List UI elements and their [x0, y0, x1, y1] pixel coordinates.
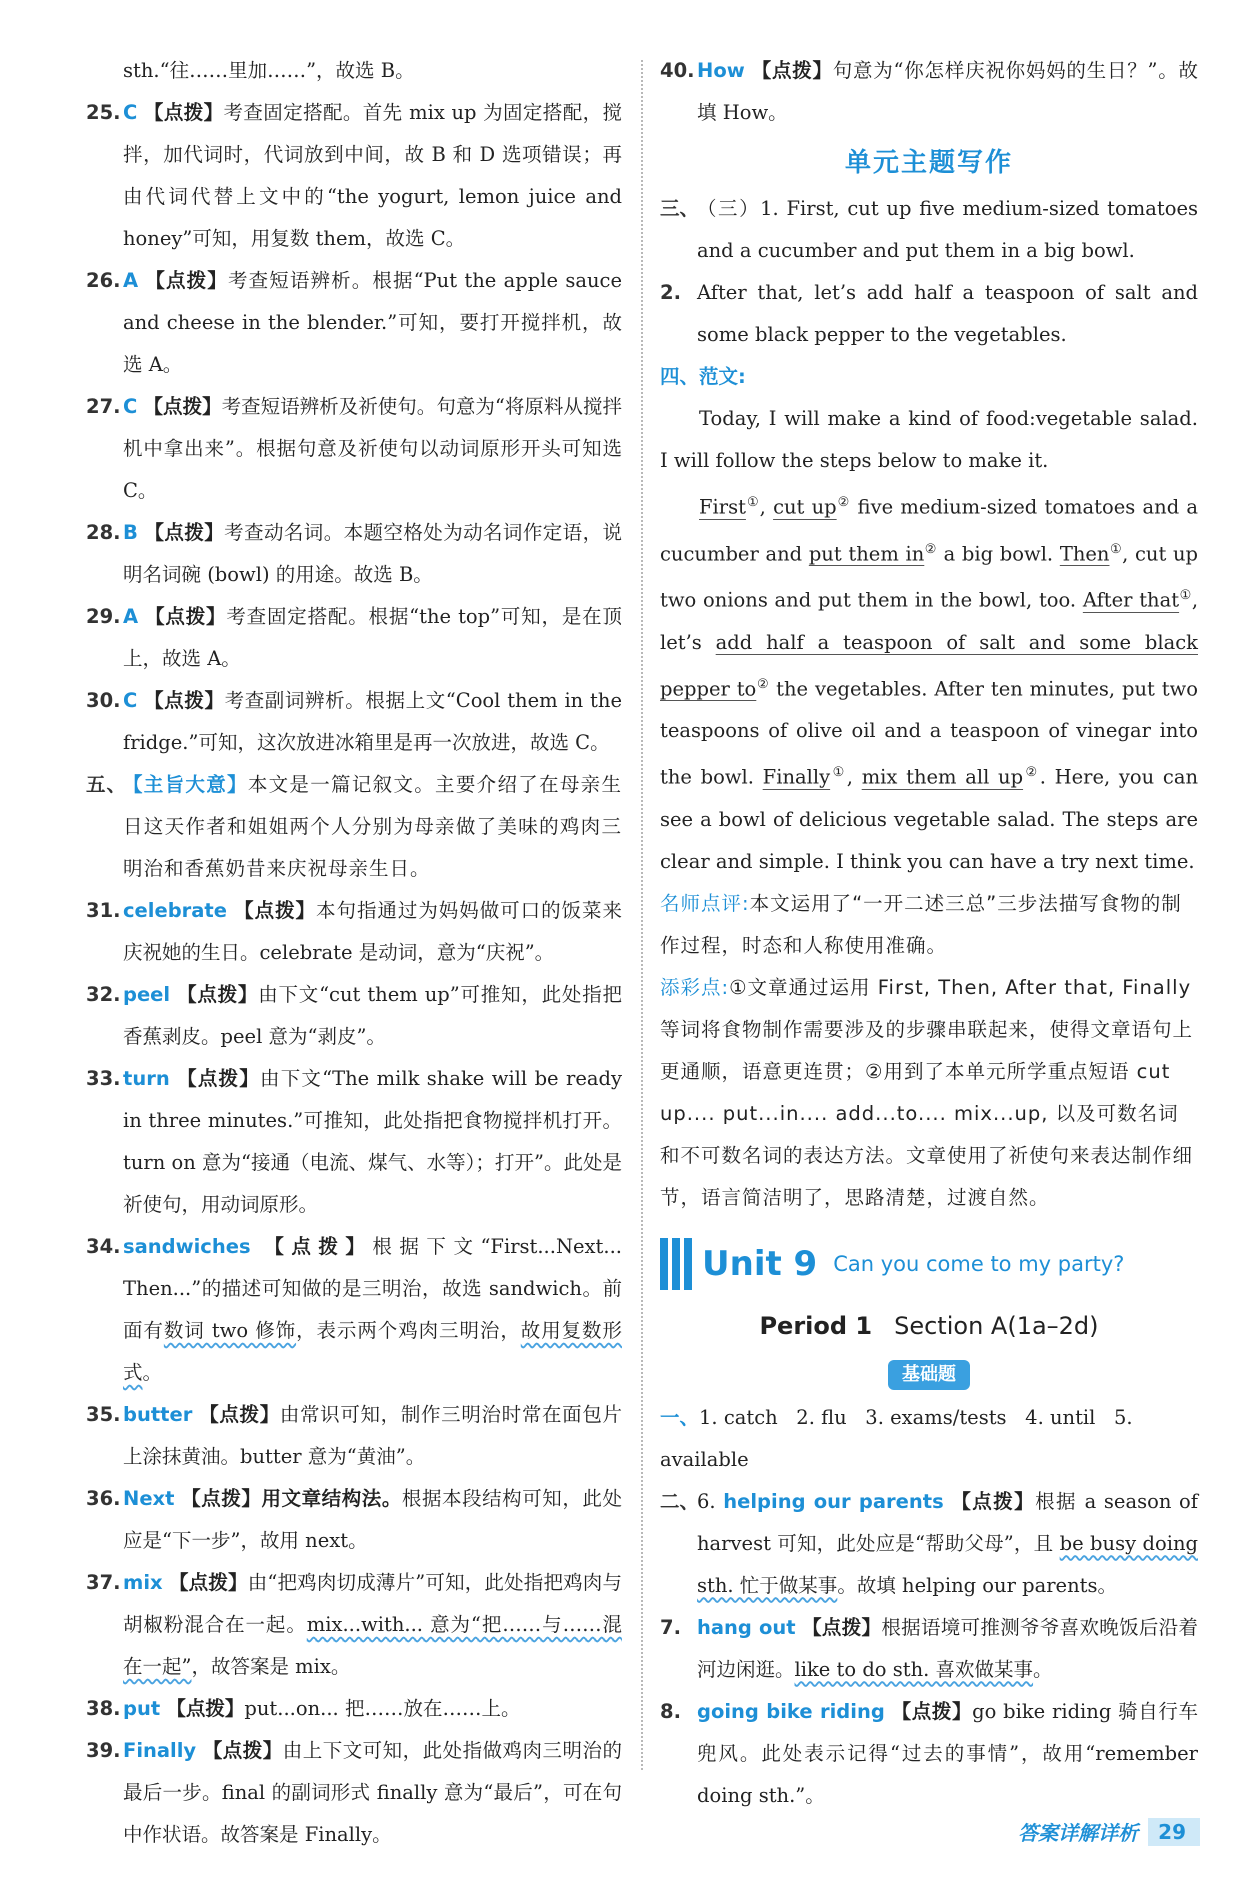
writing-section-title: 单元主题写作 [844, 148, 1013, 178]
answer-6: 二、 6. helping our parents 【点拨】根据 a season of harvest 可知，此处应是“帮助父母”，且 be busy doing sth. 忙于做某事。故填 helping our parents。 [660, 1489, 1198, 1597]
answer-32: 32. peel 【点拨】由下文“cut them up”可推知，此处指把香蕉剥皮。peel 意为“剥皮”。 [86, 983, 622, 1048]
right-column [660, 50, 1198, 1817]
answer-8: 8. going bike riding 【点拨】go bike riding 骑自行车兜风。此处表示记得“过去的事情”，故用“remember doing sth.”。 [660, 1699, 1198, 1807]
answer-25: 25. C 【点拨】考查固定搭配。首先 mix up 为固定搭配，搅拌，加代词时，代词放到中间，故 B 和 D 选项错误；再由代词代替上文中的“the yogurt, lemon juice and honey”可知，用复数 them，故选 C。 [86, 101, 622, 250]
answer-34: 34. sandwiches 【点拨】根据下文“First...Next... Then...”的描述可知做的是三明治，故选 sandwich。前面有数词 two 修饰，表示两个鸡肉三明治，故用复数形式。 [86, 1235, 622, 1384]
answer-26: 26. A 【点拨】考查短语辨析。根据“Put the apple sauce and cheese in the blender.”可知，要打开搅拌机，故选 A。 [86, 269, 622, 376]
section-5-summary: 五、 【主旨大意】本文是一篇记叙文。主要介绍了在母亲生日这天作者和姐姐两个人分别为母亲做了美味的鸡肉三明治和香蕉奶昔来庆祝母亲生日。 [86, 773, 622, 880]
answer-38: 38. put 【点拨】put...on... 把……放在……上。 [86, 1697, 521, 1720]
section-4-heading: 四、范文: [660, 365, 746, 388]
answer-30: 30. C 【点拨】考查副词辨析。根据上文“Cool them in the fridge.”可知，这次放进冰箱里是再一次放进，故选 C。 [86, 689, 622, 754]
answer-7: 7. hang out 【点拨】根据语境可推测爷爷喜欢晚饭后沿着河边闲逛。like to do sth. 喜欢做某事。 [660, 1615, 1198, 1681]
sample-essay-paragraph-1: Today, I will make a kind of food:vegetable salad. I will follow the steps below to make it. [660, 407, 1198, 472]
answer-29: 29. A 【点拨】考查固定搭配。根据“the top”可知，是在顶上，故选 A。 [86, 605, 622, 670]
sample-essay-paragraph-2: First①, cut up② five medium-sized tomatoes and a cucumber and put them in② a big bowl. Then①, cut up two onions and put them in the bowl, too. After that①, let’s add half a teaspoon of salt and some black pepper to② the vegetables. After ten minutes, put two teaspoons of olive oil and a teaspoon of vinegar into the bowl. Finally①, mix them all up②. Here, you can see a bowl of delicious vegetable salad. The steps are clear and simple. I think you can have a try next time. [660, 495, 1199, 873]
column-divider [641, 60, 643, 1770]
teacher-comment: 名师点评:本文运用了“一开二述三总”三步法描写食物的制作过程，时态和人称使用准确。 [660, 891, 1182, 957]
answer-33: 33. turn 【点拨】由下文“The milk shake will be ready in three minutes.”可推知，此处指把食物搅拌机打开。turn on 意为“接通（电流、煤气、水等）；打开”。此处是祈使句，用动词原形。 [86, 1067, 622, 1216]
section-3: 三、 （三）1. First, cut up five medium-sized tomatoes and a cucumber and put them in a big bowl. [660, 197, 1198, 262]
left-column [86, 50, 622, 1856]
answer-35: 35. butter 【点拨】由常识可知，制作三明治时常在面包片上涂抹黄油。butter 意为“黄油”。 [86, 1403, 622, 1468]
page-number: 29 [1148, 1818, 1200, 1846]
highlight-points: 添彩点:①文章通过运用 First, Then, After that, Finally 等词将食物制作需要涉及的步骤串联起来，使得文章语句上更通顺，语意更连贯；②用到了本单元所学重点短语 cut up.... put...in.... add...to.... mix...up, 以及可数名词和不可数名词的表达方法。文章使用了祈使句来表达制作细节，语言简洁明了，思路清楚，过渡自然。 [660, 975, 1194, 1209]
section-1: 一、1. catch 2. flu 3. exams/tests 4. until 5. available [660, 1405, 1133, 1471]
answer-28: 28. B 【点拨】考查动名词。本题空格处为动名词作定语，说明名词碗 (bowl) 的用途。故选 B。 [86, 521, 622, 586]
answer-40: 40. How 【点拨】句意为“你怎样庆祝你妈妈的生日？”。故填 How。 [660, 59, 1198, 124]
answer-36: 36. Next 【点拨】用文章结构法。根据本段结构可知，此处应是“下一步”，故用 next。 [86, 1487, 622, 1552]
unit-subtitle: Can you come to my party? [833, 1251, 1125, 1276]
answer-37: 37. mix 【点拨】由“把鸡肉切成薄片”可知，此处指把鸡肉与胡椒粉混合在一起。mix...with... 意为“把……与……混在一起”，故答案是 mix。 [86, 1571, 622, 1678]
period-heading: Period 1 Section A(1a–2d) [759, 1311, 1099, 1340]
footer-label: 答案详解详析 [1018, 1821, 1139, 1845]
unit-banner [660, 1233, 1198, 1295]
unit-bars-icon [660, 1238, 692, 1290]
continued-text: sth.“往……里加……”，故选 B。 [123, 59, 415, 82]
section-3-item-2: 2. After that, let’s add half a teaspoon of salt and some black pepper to the vegetables. [660, 281, 1198, 346]
page-footer [1018, 1817, 1200, 1846]
basic-questions-badge: 基础题 [888, 1360, 970, 1390]
unit-name: Unit 9 [702, 1243, 818, 1284]
answer-27: 27. C 【点拨】考查短语辨析及祈使句。句意为“将原料从搅拌机中拿出来”。根据句意及祈使句以动词原形开头可知选 C。 [86, 395, 622, 502]
answer-39: 39. Finally 【点拨】由上下文可知，此处指做鸡肉三明治的最后一步。final 的副词形式 finally 意为“最后”，可在句中作状语。故答案是 Finally。 [86, 1739, 622, 1846]
answer-31: 31. celebrate 【点拨】本句指通过为妈妈做可口的饭菜来庆祝她的生日。celebrate 是动词，意为“庆祝”。 [86, 899, 622, 964]
